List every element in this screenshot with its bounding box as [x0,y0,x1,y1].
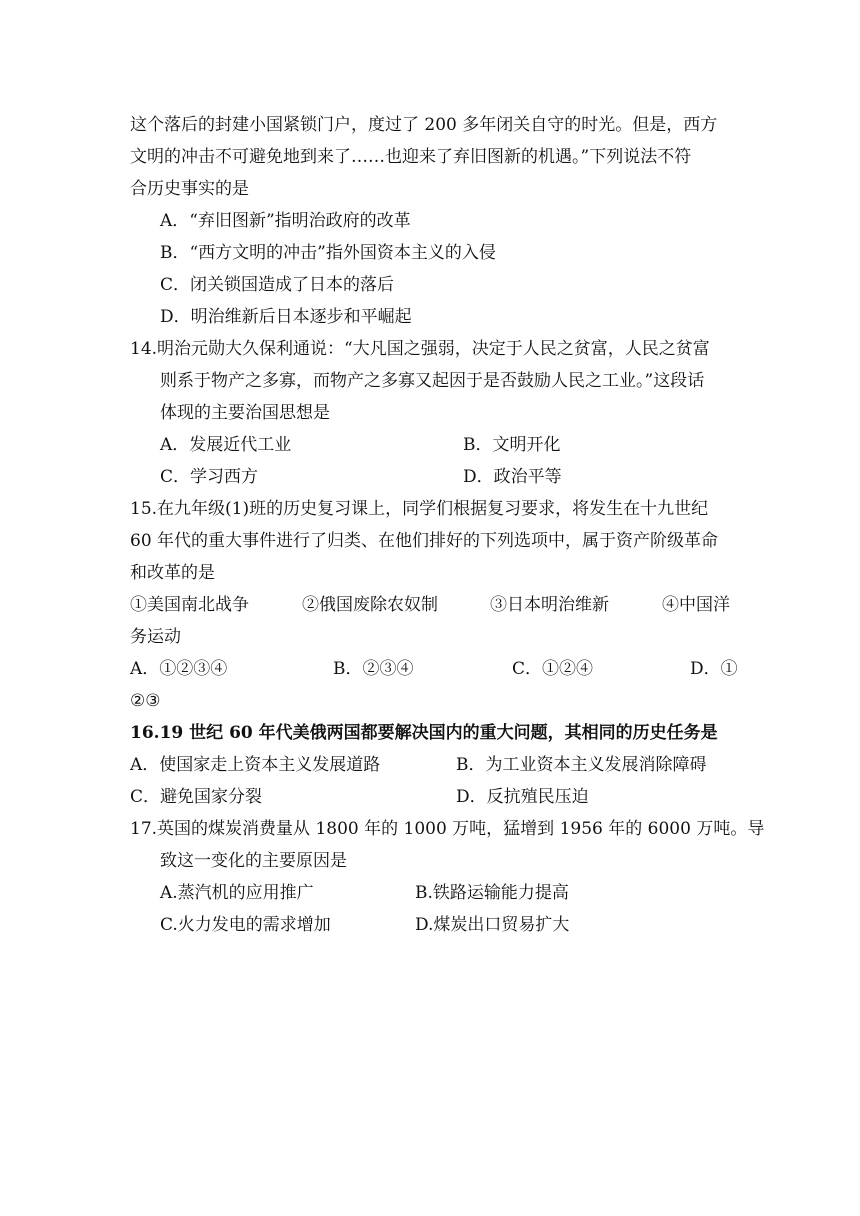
q14-option-a: A．发展近代工业 [160,435,292,455]
q16-option-d: D．反抗殖民压迫 [456,787,589,807]
q17-option-a: A.蒸汽机的应用推广 [160,883,314,903]
q17-option-b: B.铁路运输能力提高 [415,883,569,903]
q13-option-b: B．“西方文明的冲击”指外国资本主义的入侵 [160,243,496,263]
q15-stem-line2: 60 年代的重大事件进行了归类、在他们排好的下列选项中，属于资产阶级革命 [130,531,719,551]
q15-item-2: ②俄国废除农奴制 [302,595,438,615]
q16-option-b: B．为工业资本主义发展消除障碍 [456,755,707,775]
q13-stem-line3: 合历史事实的是 [130,179,249,199]
q16-stem-line1: 16.19 世纪 60 年代美俄两国都要解决国内的重大问题，其相同的历史任务是 [130,723,718,743]
q16-option-c: C．避免国家分裂 [130,787,263,807]
q15-item-3: ③日本明治维新 [490,595,609,615]
q15-item-1: ①美国南北战争 [130,595,249,615]
q17-stem-line2: 致这一变化的主要原因是 [160,851,347,871]
q13-stem-line2: 文明的冲击不可避免地到来了……也迎来了弃旧图新的机遇。”下列说法不符 [130,147,692,167]
q15-option-d: D．① [690,659,738,679]
q14-stem-line3: 体现的主要治国思想是 [160,403,330,423]
q17-stem-line1: 17.英国的煤炭消费量从 1800 年的 1000 万吨，猛增到 1956 年的 6000 万吨。导 [130,819,765,839]
q15-stem-line3: 和改革的是 [130,563,215,583]
q14-stem-line1: 14.明治元勋大久保利通说：“大凡国之强弱，决定于人民之贫富，人民之贫富 [130,339,710,359]
q15-option-a: A．①②③④ [130,659,228,679]
q17-option-c: C.火力发电的需求增加 [160,915,331,935]
q15-option-d-continued: ②③ [130,691,161,711]
q15-item-4: ④中国洋 [662,595,730,615]
q17-option-d: D.煤炭出口贸易扩大 [415,915,570,935]
q15-option-b: B．②③④ [333,659,414,679]
q14-stem-line2: 则系于物产之多寡，而物产之多寡又起因于是否鼓励人民之工业。”这段话 [160,371,705,391]
q13-option-c: C．闭关锁国造成了日本的落后 [160,275,395,295]
q13-stem-line1: 这个落后的封建小国紧锁门户，度过了 200 多年闭关自守的时光。但是，西方 [130,115,718,135]
q14-option-d: D．政治平等 [463,467,562,487]
q14-option-c: C．学习西方 [160,467,259,487]
q14-option-b: B．文明开化 [463,435,561,455]
q15-item-4-continued: 务运动 [130,627,181,647]
q15-option-c: C．①②④ [512,659,594,679]
q13-option-d: D．明治维新后日本逐步和平崛起 [160,307,412,327]
q13-option-a: A．“弃旧图新”指明治政府的改革 [160,211,411,231]
q15-stem-line1: 15.在九年级(1)班的历史复习课上，同学们根据复习要求，将发生在十九世纪 [130,499,709,519]
q16-option-a: A．使国家走上资本主义发展道路 [130,755,381,775]
